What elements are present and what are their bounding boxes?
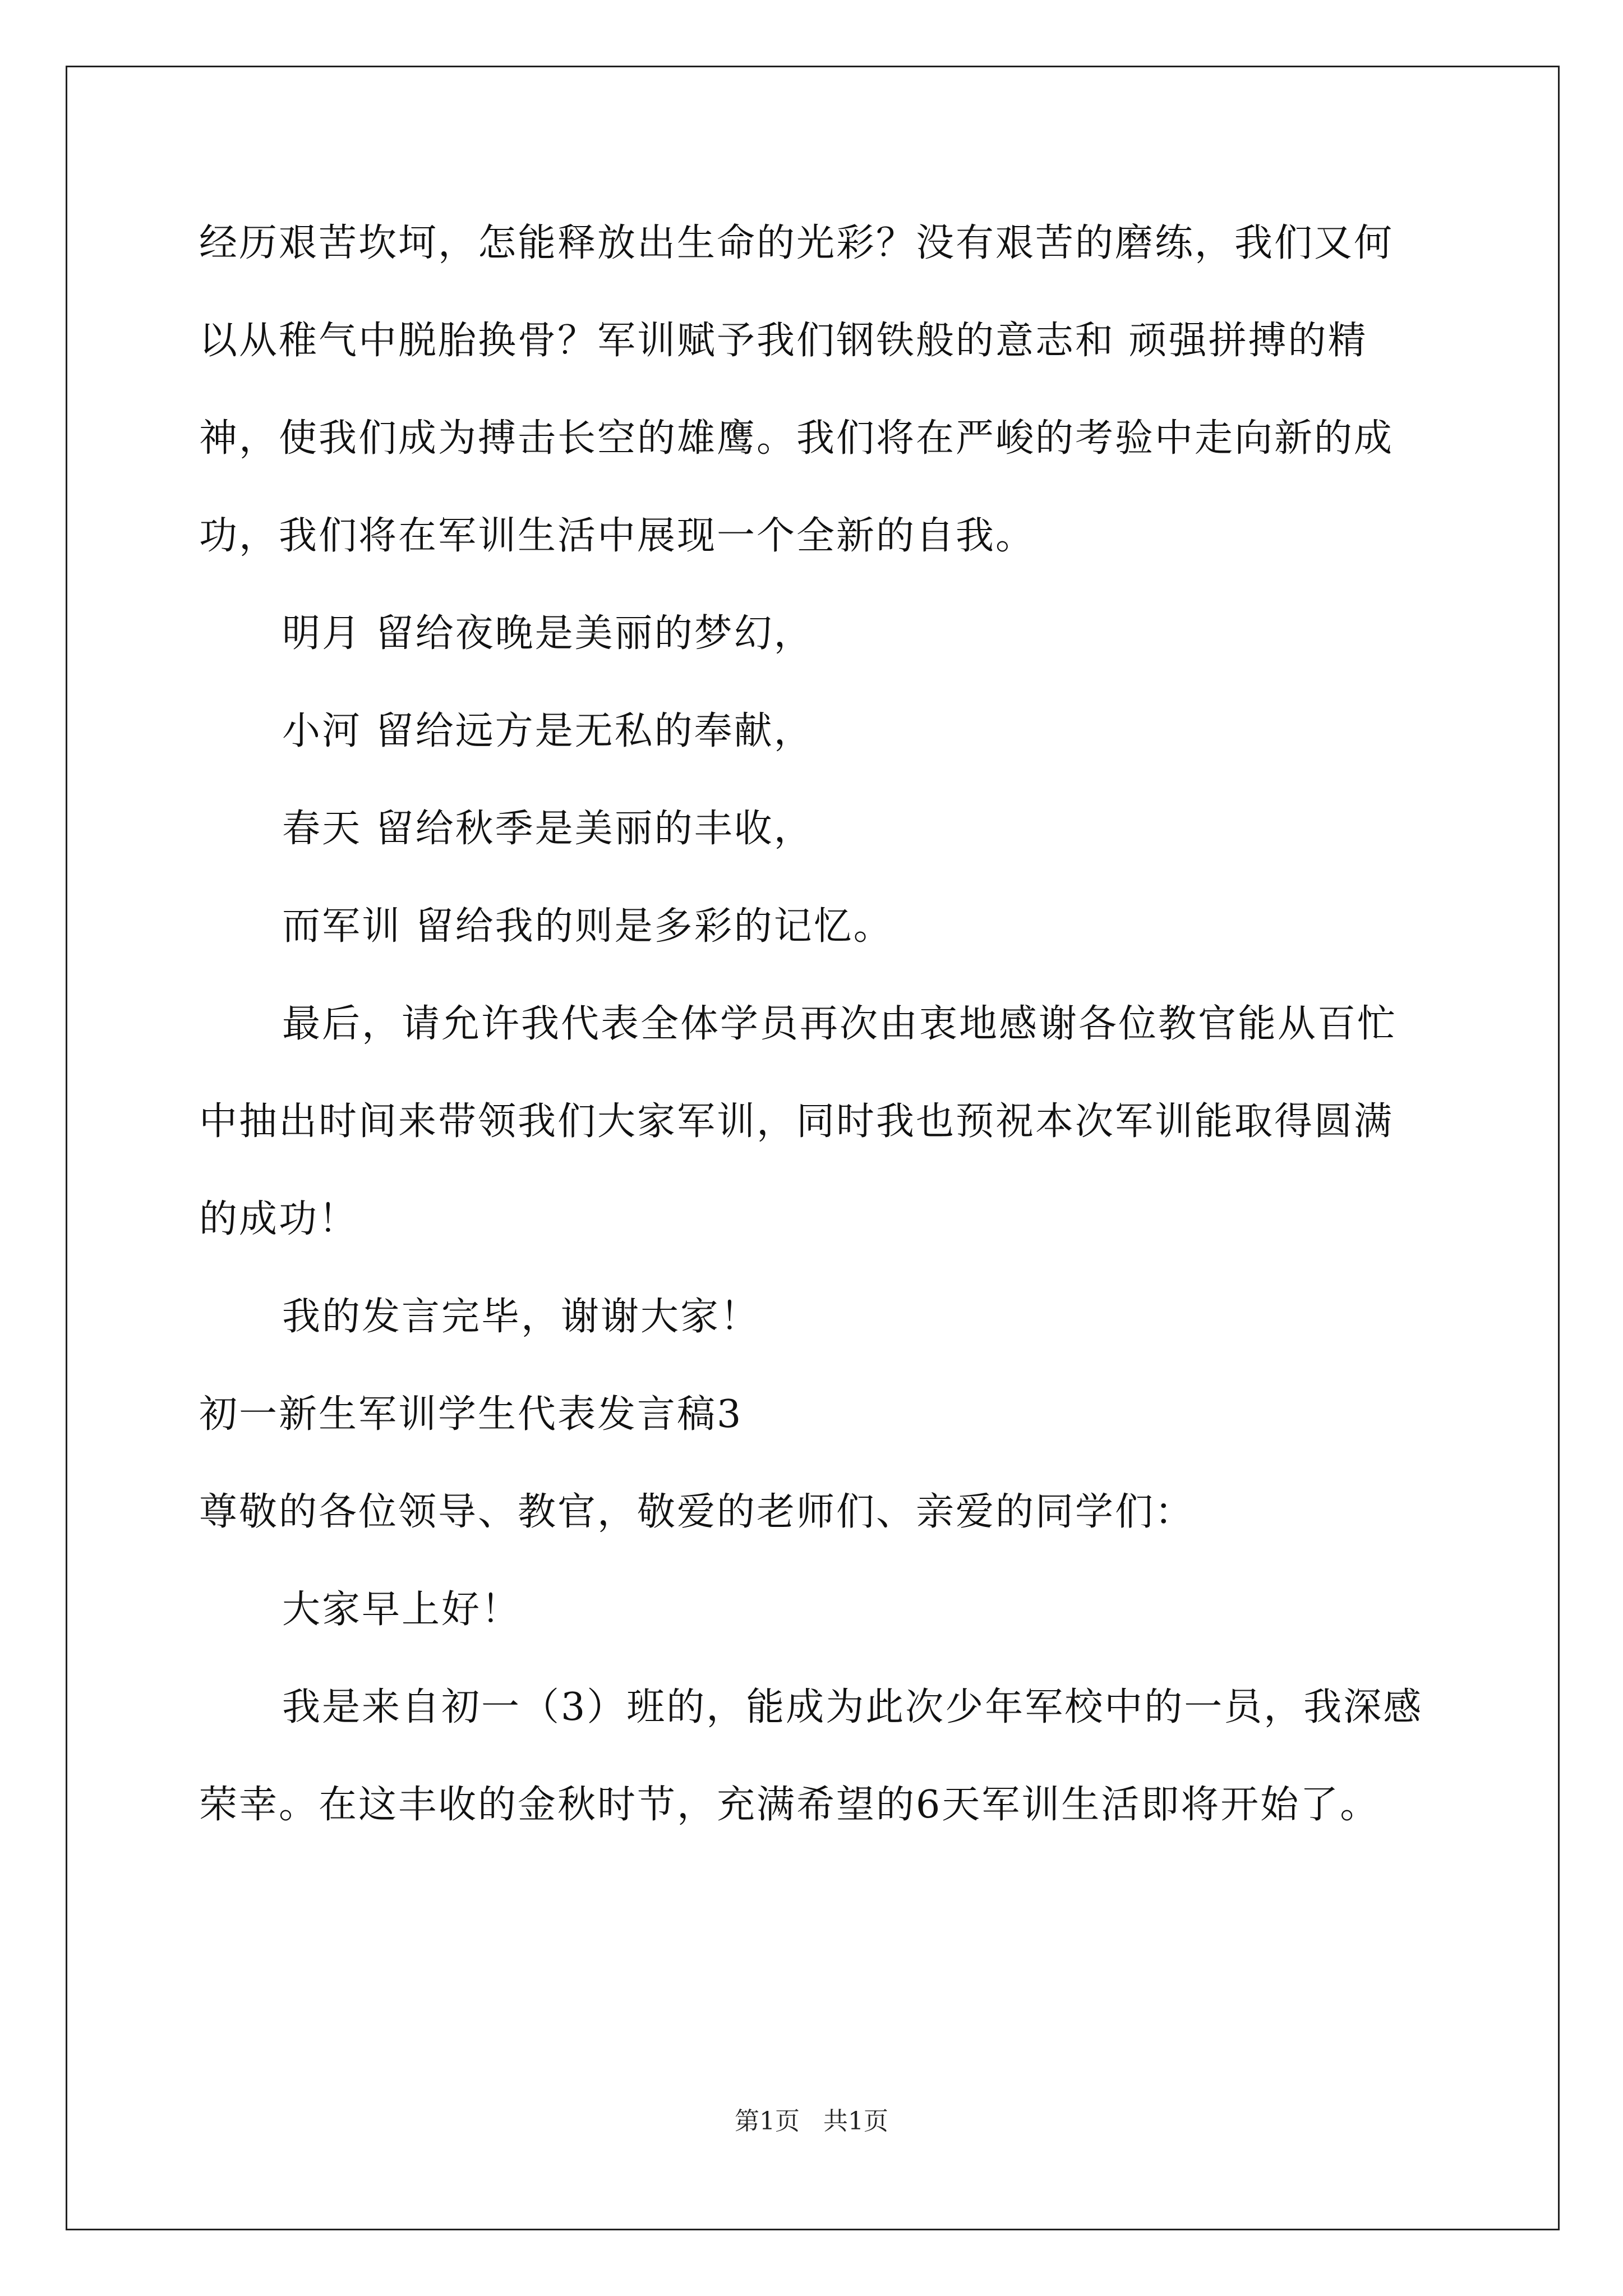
page-border [66, 66, 1560, 2230]
poem-line: 明月 留给夜晚是美丽的梦幻， [282, 611, 814, 656]
body-text-line: 功，我们将在军训生活中展现一个全新的自我。 [199, 514, 1036, 558]
body-text-line: 我是来自初一（3）班的，能成为此次少年军校中的一员，我深感 [282, 1685, 1423, 1729]
poem-line: 小河 留给远方是无私的奉献， [282, 709, 814, 753]
poem-line: 而军训 留给我的则是多彩的记忆。 [282, 904, 893, 949]
body-text-line: 神，使我们成为搏击长空的雄鹰。我们将在严峻的考验中走向新的成 [199, 416, 1394, 461]
body-text-line: 最后，请允许我代表全体学员再次由衷地感谢各位教官能从百忙 [282, 1002, 1398, 1046]
salutation: 尊敬的各位领导、教官，敬爱的老师们、亲爱的同学们： [199, 1490, 1195, 1534]
body-text-line: 中抽出时间来带领我们大家军训，同时我也预祝本次军训能取得圆满 [199, 1099, 1394, 1144]
body-text-line: 的成功！ [199, 1197, 359, 1241]
body-text-line: 经历艰苦坎坷，怎能释放出生命的光彩？没有艰苦的磨练，我们又何 [199, 221, 1394, 265]
page-number: 第1页 共1页 [735, 2107, 888, 2136]
poem-line: 春天 留给秋季是美丽的丰收， [282, 807, 814, 851]
section-heading: 初一新生军训学生代表发言稿3 [199, 1392, 743, 1437]
greeting: 大家早上好！ [282, 1588, 522, 1632]
body-text-line: 以从稚气中脱胎换骨？军训赋予我们钢铁般的意志和 顽强拼搏的精 [199, 319, 1368, 363]
body-text-line: 荣幸。在这丰收的金秋时节，充满希望的6天军训生活即将开始了。 [199, 1783, 1380, 1827]
body-text-line: 我的发言完毕，谢谢大家！ [282, 1295, 760, 1339]
